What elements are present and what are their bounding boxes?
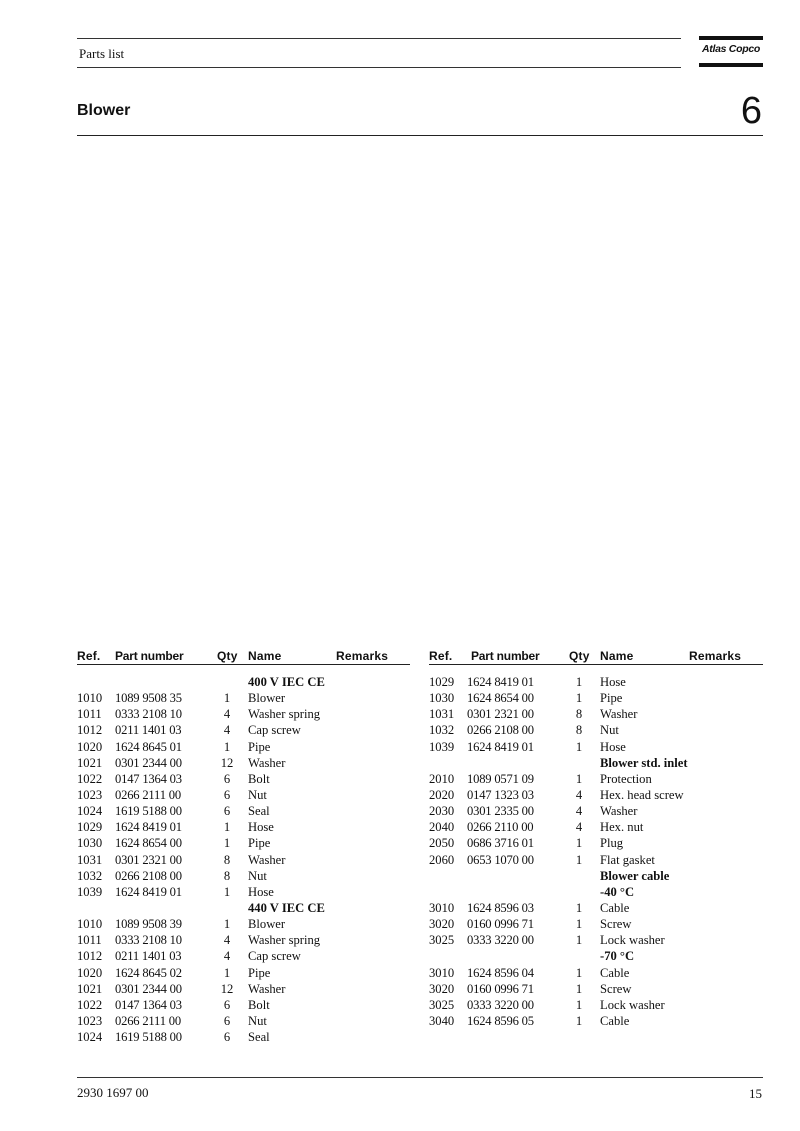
cell-name: Washer (600, 707, 638, 722)
group-heading-row (77, 901, 410, 917)
group-heading-row (429, 885, 763, 901)
col-name-header: Name (248, 649, 282, 663)
cell-qty: 1 (575, 981, 583, 996)
cell-name: Pipe (248, 739, 271, 754)
cell-name: Cable (600, 1013, 630, 1028)
header-title: Parts list (79, 46, 125, 61)
document-number: 2930 1697 00 (77, 1085, 149, 1100)
table-row (77, 982, 410, 998)
cell-part-number: 0333 2108 10 (115, 933, 182, 948)
table-row (429, 788, 763, 804)
cell-name: Pipe (600, 691, 623, 706)
cell-name: Cap screw (248, 723, 301, 738)
table-row (429, 998, 763, 1014)
cell-ref: 1021 (77, 981, 103, 996)
table-row (429, 901, 763, 917)
cell-ref: 1032 (77, 868, 103, 883)
cell-part-number: 0147 1323 03 (467, 787, 534, 802)
table-row (77, 949, 410, 965)
cell-part-number: 0301 2344 00 (115, 981, 182, 996)
cell-ref: 3010 (429, 900, 455, 915)
cell-name: Hose (600, 739, 626, 754)
cell-ref: 1030 (77, 836, 103, 851)
cell-part-number: 0301 2321 00 (467, 707, 534, 722)
cell-name: Washer (600, 804, 638, 819)
cell-name: Cap screw (248, 949, 301, 964)
cell-part-number: 1619 5188 00 (115, 1030, 182, 1045)
section-title: Blower (77, 102, 131, 119)
table-row (77, 917, 410, 933)
table-row (77, 691, 410, 707)
logo-top-bar (699, 36, 763, 40)
table-row (77, 707, 410, 723)
cell-qty: 1 (223, 917, 231, 932)
table-row (77, 933, 410, 949)
cell-part-number: 0211 1401 03 (115, 723, 182, 738)
cell-part-number: 1624 8596 03 (467, 900, 534, 915)
cell-part-number: 1089 0571 09 (467, 771, 534, 786)
cell-ref: 1011 (77, 933, 102, 948)
table-row (77, 869, 410, 885)
cell-qty: 8 (575, 707, 583, 722)
col-part-header: Part number (471, 649, 540, 663)
cell-qty: 1 (223, 965, 231, 980)
cell-ref: 1023 (77, 787, 103, 802)
table-row (429, 836, 763, 852)
cell-qty: 4 (223, 723, 231, 738)
table-row (77, 820, 410, 836)
cell-name: Screw (600, 981, 632, 996)
cell-qty: 1 (575, 1013, 583, 1028)
cell-qty: 4 (575, 787, 583, 802)
cell-part-number: 1624 8596 05 (467, 1013, 534, 1028)
cell-part-number: 0160 0996 71 (467, 981, 534, 996)
group-heading-row (429, 869, 763, 885)
cell-name: Cable (600, 965, 630, 980)
cell-ref: 2050 (429, 836, 455, 851)
cell-name: Seal (248, 804, 270, 819)
cell-ref: 3025 (429, 997, 455, 1012)
cell-ref: 1010 (77, 917, 103, 932)
cell-name: Blower (248, 917, 286, 932)
cell-name: Washer (248, 852, 286, 867)
cell-ref: 1020 (77, 739, 103, 754)
cell-qty: 1 (575, 997, 583, 1012)
cell-ref: 1021 (77, 755, 103, 770)
cell-name: Bolt (248, 997, 270, 1012)
cell-qty: 1 (575, 852, 583, 867)
cell-part-number: 0333 3220 00 (467, 997, 534, 1012)
cell-part-number: 1624 8419 01 (115, 884, 182, 899)
cell-name: Nut (248, 868, 267, 883)
col-remarks-header: Remarks (689, 649, 742, 663)
brand-logo (699, 36, 763, 67)
cell-part-number: 0301 2321 00 (115, 852, 182, 867)
cell-part-number: 0160 0996 71 (467, 917, 534, 932)
cell-name: Washer spring (248, 707, 321, 722)
col-remarks-header: Remarks (336, 649, 389, 663)
cell-qty: 4 (223, 949, 231, 964)
cell-qty: 1 (575, 917, 583, 932)
table-row (429, 740, 763, 756)
cell-qty: 1 (575, 900, 583, 915)
cell-name: Plug (600, 836, 624, 851)
table-row (77, 885, 410, 901)
cell-name: Blower (248, 691, 286, 706)
cell-name: Lock washer (600, 997, 665, 1012)
header-top-rule (77, 38, 681, 39)
cell-part-number: 0266 2108 00 (467, 723, 534, 738)
cell-name: Washer spring (248, 933, 321, 948)
cell-ref: 2010 (429, 771, 455, 786)
group-heading-row (77, 675, 410, 691)
table-row (429, 691, 763, 707)
cell-name: Nut (600, 723, 619, 738)
cell-name: Hex. head screw (600, 787, 684, 802)
cell-qty: 1 (575, 675, 583, 689)
cell-qty: 8 (223, 852, 231, 867)
cell-part-number: 1624 8596 04 (467, 965, 534, 980)
cell-qty: 1 (223, 691, 231, 706)
table-row (429, 772, 763, 788)
cell-ref: 1039 (77, 884, 103, 899)
cell-name: Lock washer (600, 933, 665, 948)
cell-part-number: 0211 1401 03 (115, 949, 182, 964)
cell-part-number: 0333 3220 00 (467, 933, 534, 948)
cell-qty: 6 (223, 804, 231, 819)
cell-part-number: 1624 8419 01 (115, 820, 182, 835)
cell-qty: 1 (575, 691, 583, 706)
cell-part-number: 1624 8645 01 (115, 739, 182, 754)
cell-name: Washer (248, 981, 286, 996)
table-row (77, 756, 410, 772)
table-row (429, 933, 763, 949)
table-row (429, 723, 763, 739)
table-row (429, 707, 763, 723)
cell-ref: 1023 (77, 1013, 103, 1028)
cell-ref: 3025 (429, 933, 455, 948)
cell-part-number: 0653 1070 00 (467, 852, 534, 867)
cell-ref: 1024 (77, 804, 103, 819)
cell-qty: 1 (223, 884, 231, 899)
cell-name: Screw (600, 917, 632, 932)
cell-ref: 1029 (77, 820, 103, 835)
cell-part-number: 0266 2111 00 (115, 787, 181, 802)
cell-qty: 8 (223, 868, 231, 883)
cell-qty: 4 (223, 707, 231, 722)
table-row (429, 804, 763, 820)
cell-qty: 1 (223, 739, 231, 754)
cell-name: Hose (248, 820, 274, 835)
col-part-header: Part number (115, 649, 184, 663)
cell-name: Nut (248, 787, 267, 802)
cell-name: Flat gasket (600, 852, 655, 867)
cell-name: Bolt (248, 771, 270, 786)
table-row (429, 820, 763, 836)
table-row (429, 966, 763, 982)
cell-qty: 8 (575, 723, 583, 738)
cell-qty: 6 (223, 997, 231, 1012)
table-body (77, 675, 410, 1046)
cell-ref: 1031 (429, 707, 455, 722)
cell-qty: 4 (575, 804, 583, 819)
cell-ref: 1032 (429, 723, 455, 738)
cell-ref: 2060 (429, 852, 455, 867)
cell-ref: 3020 (429, 981, 455, 996)
section-rule (77, 135, 763, 136)
cell-part-number: 1089 9508 39 (115, 917, 182, 932)
cell-qty: 1 (223, 836, 231, 851)
cell-name: Washer (248, 755, 286, 770)
table-row (77, 788, 410, 804)
table-header (429, 648, 763, 665)
col-name-header: Name (600, 649, 634, 663)
cell-ref: 1010 (77, 691, 103, 706)
cell-name: 400 V IEC CE (248, 675, 325, 689)
cell-ref: 1031 (77, 852, 103, 867)
cell-qty: 4 (223, 933, 231, 948)
logo-wordmark: Atlas Copco (702, 43, 760, 55)
table-body (429, 675, 763, 1030)
cell-qty: 12 (220, 755, 234, 770)
table-row (429, 675, 763, 691)
cell-part-number: 1624 8654 00 (467, 691, 534, 706)
cell-ref: 1029 (429, 675, 455, 689)
table-row (429, 917, 763, 933)
cell-name: -70 °C (600, 949, 635, 964)
table-row (77, 804, 410, 820)
cell-part-number: 0266 2111 00 (115, 1013, 181, 1028)
cell-name: Cable (600, 900, 630, 915)
cell-qty: 12 (220, 981, 234, 996)
cell-part-number: 0301 2335 00 (467, 804, 534, 819)
group-heading-row (429, 756, 763, 772)
cell-part-number: 1624 8654 00 (115, 836, 182, 851)
table-row (77, 853, 410, 869)
cell-name: Hex. nut (600, 820, 644, 835)
cell-ref: 1030 (429, 691, 455, 706)
table-row (77, 723, 410, 739)
cell-part-number: 1089 9508 35 (115, 691, 182, 706)
table-row (77, 1014, 410, 1030)
cell-qty: 6 (223, 1030, 231, 1045)
cell-part-number: 0333 2108 10 (115, 707, 182, 722)
cell-qty: 6 (223, 787, 231, 802)
cell-name: Blower std. inlet (600, 755, 688, 770)
parts-table-right (429, 648, 763, 1030)
cell-qty: 1 (575, 739, 583, 754)
cell-qty: 4 (575, 820, 583, 835)
col-qty-header: Qty (569, 649, 590, 663)
cell-ref: 3010 (429, 965, 455, 980)
table-row (429, 853, 763, 869)
table-header (77, 648, 410, 665)
cell-ref: 1012 (77, 949, 103, 964)
cell-part-number: 0301 2344 00 (115, 755, 182, 770)
cell-qty: 1 (575, 771, 583, 786)
cell-qty: 1 (575, 836, 583, 851)
table-row (77, 740, 410, 756)
cell-part-number: 0147 1364 03 (115, 771, 182, 786)
table-row (429, 1014, 763, 1030)
table-row (77, 836, 410, 852)
cell-ref: 1011 (77, 707, 102, 722)
cell-qty: 6 (223, 1013, 231, 1028)
cell-part-number: 0266 2110 00 (467, 820, 534, 835)
cell-part-number: 0266 2108 00 (115, 868, 182, 883)
cell-name: Protection (600, 771, 652, 786)
cell-ref: 3040 (429, 1013, 455, 1028)
cell-name: Blower cable (600, 868, 670, 883)
cell-ref: 2030 (429, 804, 455, 819)
footer-rule (77, 1077, 763, 1078)
cell-part-number: 1624 8645 02 (115, 965, 182, 980)
col-qty-header: Qty (217, 649, 238, 663)
table-row (77, 1030, 410, 1046)
cell-name: Seal (248, 1030, 270, 1045)
table-row (77, 772, 410, 788)
cell-ref: 3020 (429, 917, 455, 932)
cell-part-number: 1624 8419 01 (467, 739, 534, 754)
cell-ref: 1039 (429, 739, 455, 754)
cell-qty: 1 (575, 933, 583, 948)
cell-part-number: 1619 5188 00 (115, 804, 182, 819)
group-heading-row (429, 949, 763, 965)
cell-ref: 1020 (77, 965, 103, 980)
table-row (77, 998, 410, 1014)
cell-name: Hose (248, 884, 274, 899)
cell-ref: 1022 (77, 997, 103, 1012)
col-ref-header: Ref. (77, 649, 101, 663)
cell-part-number: 0686 3716 01 (467, 836, 534, 851)
cell-qty: 1 (223, 820, 231, 835)
cell-part-number: 1624 8419 01 (467, 675, 534, 689)
cell-name: Pipe (248, 836, 271, 851)
cell-name: Nut (248, 1013, 267, 1028)
col-ref-header: Ref. (429, 649, 453, 663)
cell-ref: 1012 (77, 723, 103, 738)
cell-part-number: 0147 1364 03 (115, 997, 182, 1012)
parts-table-left (77, 648, 410, 1046)
cell-name: Hose (600, 675, 626, 689)
table-row (429, 982, 763, 998)
cell-ref: 1024 (77, 1030, 103, 1045)
cell-ref: 2020 (429, 787, 455, 802)
logo-bottom-bar (699, 63, 763, 67)
page-number: 15 (749, 1086, 762, 1101)
cell-qty: 6 (223, 771, 231, 786)
table-row (77, 966, 410, 982)
cell-ref: 1022 (77, 771, 103, 786)
cell-ref: 2040 (429, 820, 455, 835)
cell-name: 440 V IEC CE (248, 900, 325, 915)
cell-qty: 1 (575, 965, 583, 980)
header-bottom-rule (77, 67, 681, 68)
section-number: 6 (740, 90, 762, 132)
cell-name: -40 °C (600, 884, 635, 899)
cell-name: Pipe (248, 965, 271, 980)
